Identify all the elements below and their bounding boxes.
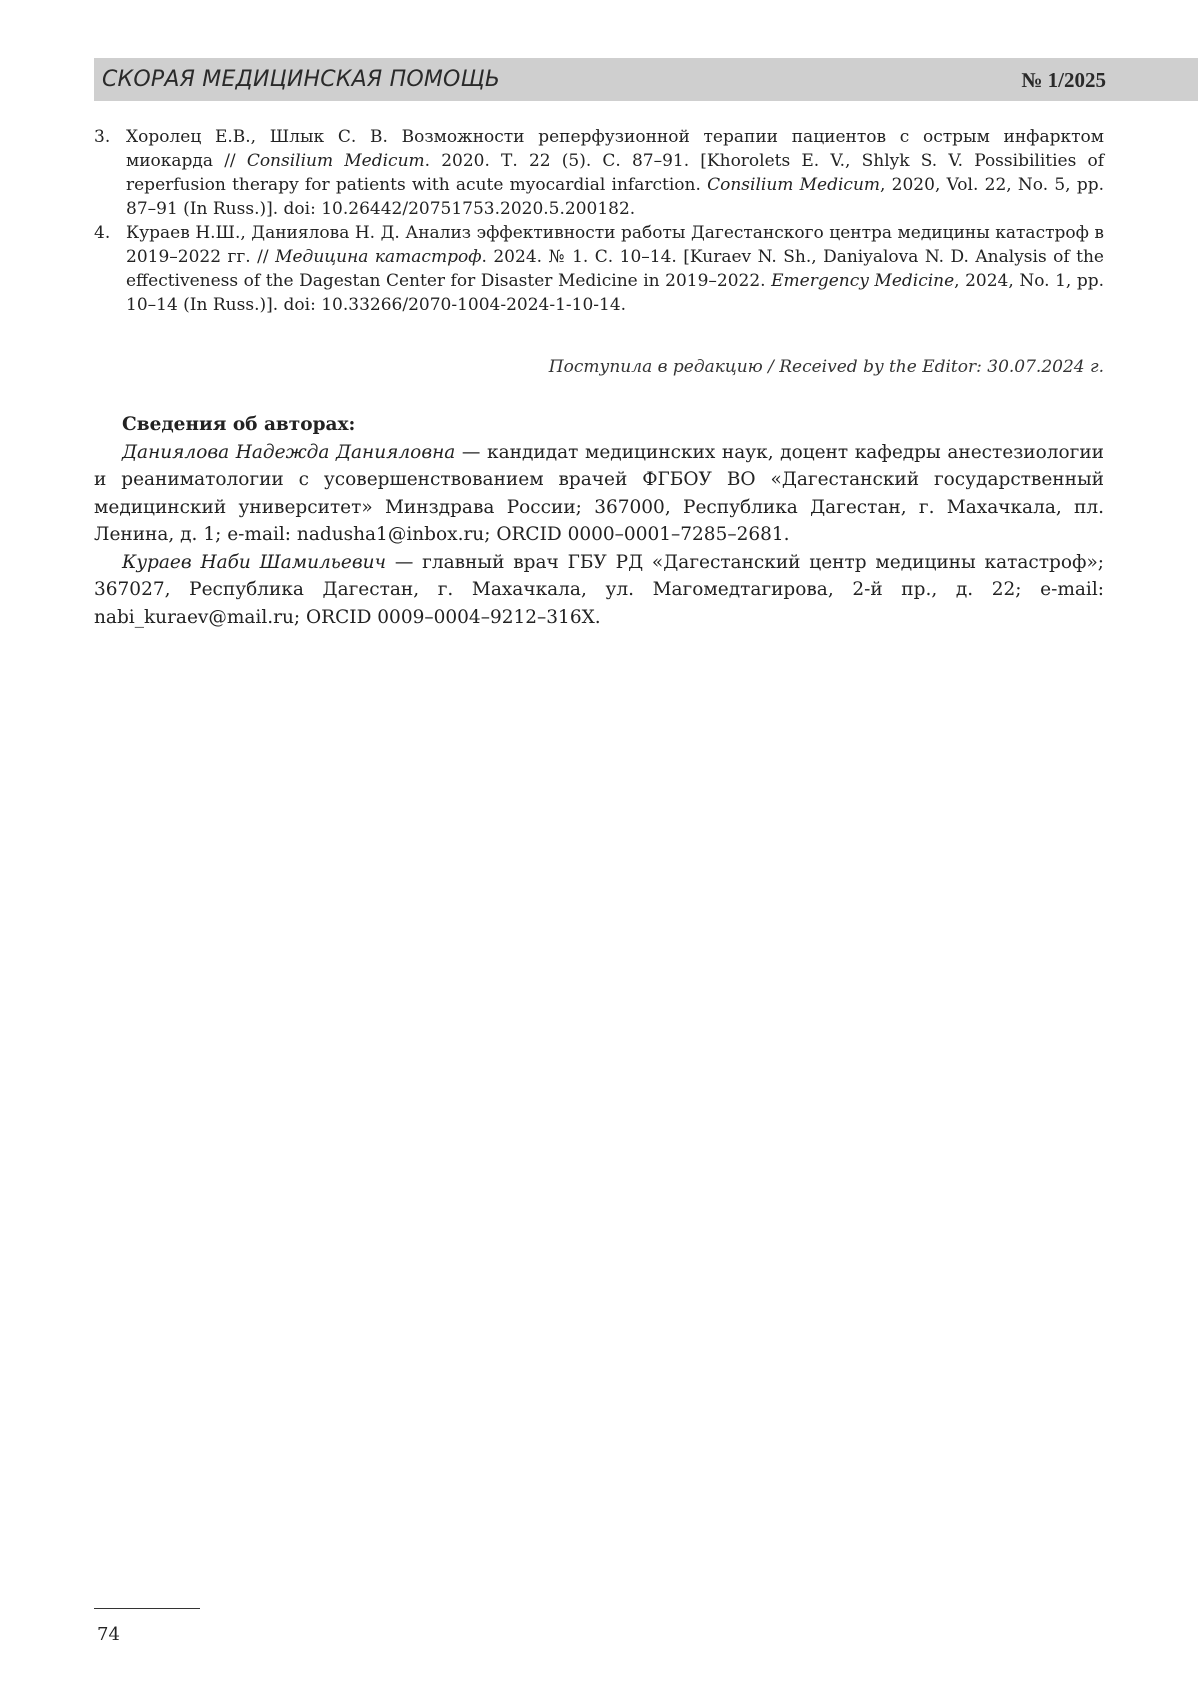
author-info	[94, 411, 1104, 631]
reference-text-part: , 2024, No. 1, pp. 10–14 (In Russ.)]. doi: 10.33266/2070-1004-2024-1-10-14.	[126, 271, 1104, 315]
journal-title: СКОРАЯ МЕДИЦИНСКАЯ ПОМОЩЬ	[102, 67, 500, 92]
reference-text-part: . 2020. Т. 22 (5). С. 87–91. [Khorolets E. V., Shlyk S. V. Possibilities of reperfusion therapy for patients with acute myocardial infarction.	[126, 151, 1104, 195]
reference-item	[94, 125, 1104, 221]
footer-divider	[94, 1608, 200, 1609]
reference-text	[126, 221, 1104, 317]
issue-number: № 1/2025	[1021, 68, 1106, 93]
received-date: Поступила в редакцию / Received by the Editor: 30.07.2024 г.	[549, 357, 1104, 377]
author-info-title: Сведения об авторах:	[94, 411, 1104, 439]
author-name: Кураев Наби Шамильевич	[122, 552, 386, 573]
reference-text-part: , 2020, Vol. 22, No. 5, pp. 87–91 (In Russ.)]. doi: 10.26442/20751753.2020.5.200182.	[126, 175, 1104, 219]
author-entry	[94, 549, 1104, 632]
author-name: Даниялова Надежда Данияловна	[122, 442, 455, 463]
reference-journal-name: Consilium Medicum	[707, 175, 880, 195]
author-details: — главный врач ГБУ РД «Дагестанский центр медицины катастроф»; 367027, Республика Дагестан, г. Махачкала, ул. Магомедтагирова, 2-й пр., д. 22; e-mail: nabi_kuraev@mail.ru; ORCID 0009–0004–9212–316X.	[94, 552, 1104, 628]
reference-text-part: Кураев Н.Ш., Даниялова Н. Д. Анализ эффективности работы Дагестанского центра медицины катастроф в 2019–2022 гг. //	[126, 223, 1104, 267]
reference-item	[94, 221, 1104, 317]
reference-journal-name: Consilium Medicum	[247, 151, 425, 171]
reference-journal-name: Медицина катастроф	[275, 247, 481, 267]
reference-list	[94, 125, 1104, 317]
reference-journal-name: Emergency Medicine	[771, 271, 954, 291]
journal-header	[94, 58, 1198, 101]
reference-text-part: Хоролец Е.В., Шлык С. В. Возможности реперфузионной терапии пациентов с острым инфарктом миокарда //	[126, 127, 1104, 171]
author-details: — кандидат медицинских наук, доцент кафедры анестезиологии и реаниматологии с усовершенствованием врачей ФГБОУ ВО «Дагестанский государственный медицинский университет» Минздрава России; 367000, Республика Дагестан, г. Махачкала, пл. Ленина, д. 1; e-mail: nadusha1@inbox.ru; ORCID 0000–0001–7285–2681.	[94, 442, 1104, 546]
page-number: 74	[97, 1624, 120, 1645]
reference-number: 3.	[94, 125, 126, 221]
author-entry	[94, 439, 1104, 549]
reference-text-part: . 2024. № 1. С. 10–14. [Kuraev N. Sh., Daniyalova N. D. Analysis of the effectiveness of the Dagestan Center for Disaster Medicine in 2019–2022.	[126, 247, 1104, 291]
reference-number: 4.	[94, 221, 126, 317]
reference-text	[126, 125, 1104, 221]
